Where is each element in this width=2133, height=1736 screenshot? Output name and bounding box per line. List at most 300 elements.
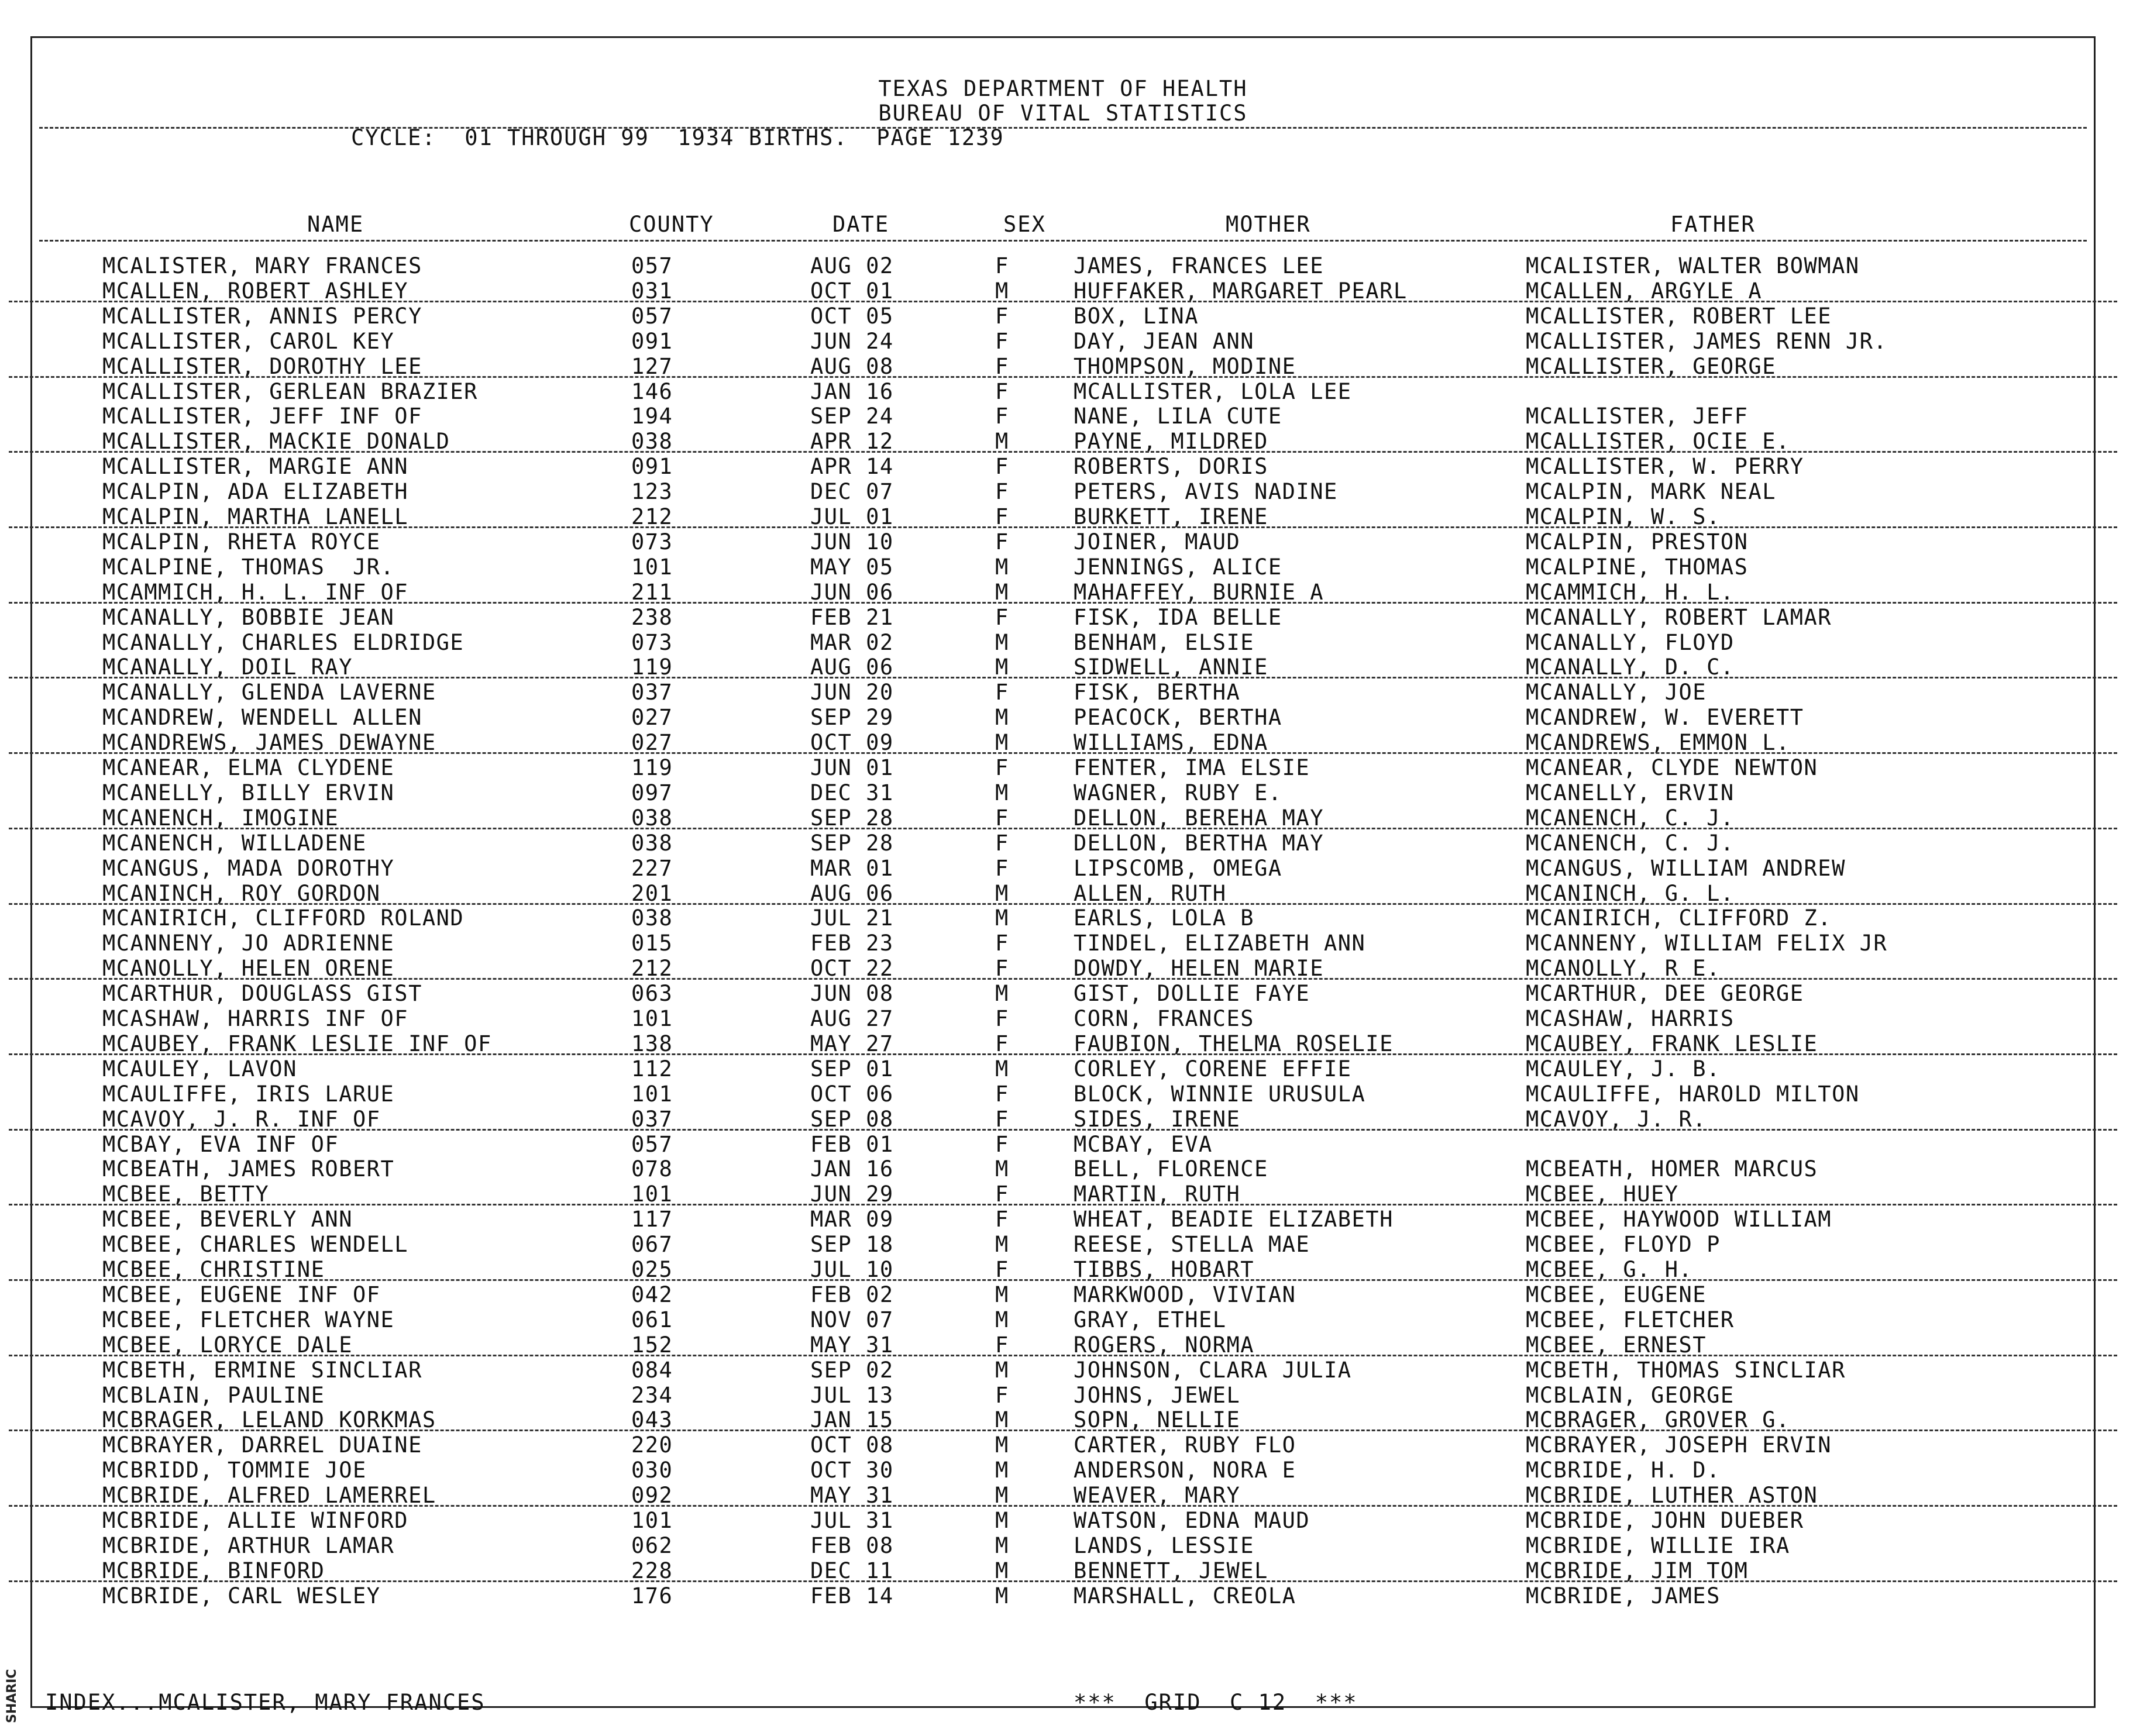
cell-sex: F	[995, 1332, 1009, 1358]
cell-date: OCT 01	[810, 278, 894, 304]
cell-father: MCALLISTER, GEORGE	[1526, 353, 1776, 379]
cell-mother: WAGNER, RUBY E.	[1074, 780, 1282, 805]
footer-grid: *** GRID C 12 ***	[1074, 1690, 1358, 1715]
cell-date: SEP 18	[810, 1232, 894, 1258]
cell-mother: GRAY, ETHEL	[1074, 1307, 1227, 1332]
cell-county: 061	[631, 1307, 673, 1332]
cell-sex: M	[995, 429, 1009, 454]
cell-sex: M	[995, 705, 1009, 731]
cell-county: 038	[631, 905, 673, 931]
cell-date: AUG 02	[810, 253, 894, 278]
cell-name: MCALLISTER, DOROTHY LEE	[102, 353, 422, 379]
cell-sex: M	[995, 278, 1009, 304]
cell-sex: M	[995, 730, 1009, 756]
cell-mother: DOWDY, HELEN MARIE	[1074, 956, 1324, 981]
cell-mother: LIPSCOMB, OMEGA	[1074, 855, 1282, 881]
cell-date: JUN 24	[810, 328, 894, 354]
cell-sex: M	[995, 905, 1009, 931]
cell-mother: MAHAFFEY, BURNIE A	[1074, 579, 1324, 605]
cell-date: DEC 11	[810, 1558, 894, 1583]
cell-mother: DELLON, BERTHA MAY	[1074, 830, 1324, 856]
cell-father: MCALPINE, THOMAS	[1526, 554, 1749, 580]
cell-county: 212	[631, 956, 673, 981]
cell-name: MCALLISTER, CAROL KEY	[102, 328, 395, 354]
cell-date: MAR 02	[810, 629, 894, 655]
column-header-sex: SEX	[1003, 212, 1046, 237]
cell-county: 119	[631, 655, 673, 680]
cell-name: MCBEATH, JAMES ROBERT	[102, 1156, 395, 1182]
cell-county: 194	[631, 404, 673, 429]
cell-sex: F	[995, 454, 1009, 480]
cell-date: SEP 01	[810, 1056, 894, 1081]
cell-father: MCAMMICH, H. L.	[1526, 579, 1735, 605]
cell-date: JUL 13	[810, 1382, 894, 1408]
table-row	[32, 655, 2094, 680]
cell-mother: FAUBION, THELMA ROSELIE	[1074, 1031, 1394, 1056]
cell-father: MCALPIN, PRESTON	[1526, 529, 1749, 554]
cell-name: MCBRIDE, ALFRED LAMERREL	[102, 1483, 436, 1508]
cell-father: MCBEE, HAYWOOD WILLIAM	[1526, 1207, 1832, 1232]
cell-father: MCBEE, FLETCHER	[1526, 1307, 1735, 1332]
cell-sex: F	[995, 1006, 1009, 1031]
cell-name: MCALPIN, MARTHA LANELL	[102, 504, 409, 529]
cell-father: MCASHAW, HARRIS	[1526, 1006, 1735, 1031]
cell-sex: M	[995, 1583, 1009, 1608]
cell-mother: THOMPSON, MODINE	[1074, 353, 1296, 379]
table-row	[32, 1156, 2094, 1182]
cell-county: 220	[631, 1432, 673, 1458]
cell-sex: M	[995, 1532, 1009, 1558]
table-row	[32, 780, 2094, 805]
cell-sex: F	[995, 479, 1009, 505]
cell-father: MCANENCH, C. J.	[1526, 830, 1735, 856]
cell-mother: ROGERS, NORMA	[1074, 1332, 1255, 1358]
cell-sex: M	[995, 554, 1009, 580]
cell-mother: MARSHALL, CREOLA	[1074, 1583, 1296, 1608]
table-row	[32, 805, 2094, 831]
cell-father: MCBRIDE, WILLIE IRA	[1526, 1532, 1790, 1558]
cell-sex: M	[995, 1156, 1009, 1182]
side-mark: SHARIC	[5, 1669, 19, 1724]
cell-father: MCANOLLY, R E.	[1526, 956, 1721, 981]
table-row	[32, 1056, 2094, 1081]
table-row	[32, 554, 2094, 580]
cell-date: JUL 21	[810, 905, 894, 931]
cell-mother: TINDEL, ELIZABETH ANN	[1074, 931, 1366, 956]
cell-county: 138	[631, 1031, 673, 1056]
cell-county: 067	[631, 1232, 673, 1258]
cell-date: FEB 21	[810, 604, 894, 630]
column-header-county: COUNTY	[629, 212, 714, 237]
cell-name: MCBAY, EVA INF OF	[102, 1131, 339, 1157]
cell-date: OCT 09	[810, 730, 894, 756]
cell-date: JUN 08	[810, 981, 894, 1007]
cell-father: MCBRIDE, LUTHER ASTON	[1526, 1483, 1818, 1508]
cell-father: MCAVOY, J. R.	[1526, 1106, 1707, 1132]
cell-sex: F	[995, 529, 1009, 554]
cell-county: 212	[631, 504, 673, 529]
table-row	[32, 404, 2094, 429]
header-bureau: BUREAU OF VITAL STATISTICS	[878, 101, 1248, 126]
cell-name: MCANEAR, ELMA CLYDENE	[102, 755, 395, 780]
cell-date: OCT 08	[810, 1432, 894, 1458]
cell-county: 101	[631, 1006, 673, 1031]
cell-sex: F	[995, 1207, 1009, 1232]
cell-name: MCBEE, BEVERLY ANN	[102, 1207, 353, 1232]
cell-sex: F	[995, 855, 1009, 881]
cell-date: AUG 27	[810, 1006, 894, 1031]
table-row	[32, 1132, 2094, 1157]
table-row	[32, 1307, 2094, 1332]
cell-county: 123	[631, 479, 673, 505]
cell-mother: ALLEN, RUTH	[1074, 880, 1227, 906]
cell-date: MAY 31	[810, 1483, 894, 1508]
table-row	[32, 1107, 2094, 1132]
cell-sex: F	[995, 404, 1009, 429]
cell-county: 084	[631, 1357, 673, 1383]
cell-name: MCALLISTER, MARGIE ANN	[102, 454, 409, 480]
cell-county: 238	[631, 604, 673, 630]
cell-father: MCANDREWS, EMMON L.	[1526, 730, 1790, 756]
cell-father: MCBEE, FLOYD P	[1526, 1232, 1721, 1258]
table-row	[32, 881, 2094, 906]
table-row	[32, 1257, 2094, 1282]
cell-county: 031	[631, 278, 673, 304]
table-row	[32, 1006, 2094, 1031]
cell-name: MCANALLY, GLENDA LAVERNE	[102, 680, 436, 705]
cell-date: FEB 02	[810, 1282, 894, 1307]
table-row	[32, 1081, 2094, 1107]
cell-sex: F	[995, 931, 1009, 956]
cell-name: MCAULEY, LAVON	[102, 1056, 297, 1081]
cell-father: MCANDREW, W. EVERETT	[1526, 705, 1804, 731]
column-header-date: DATE	[832, 212, 890, 237]
table-row	[32, 1282, 2094, 1307]
cell-county: 030	[631, 1458, 673, 1483]
cell-mother: ROBERTS, DORIS	[1074, 454, 1268, 480]
cell-county: 027	[631, 705, 673, 731]
footer-index: INDEX...MCALISTER, MARY FRANCES	[45, 1690, 486, 1715]
cell-name: MCBLAIN, PAULINE	[102, 1382, 325, 1408]
cell-father: MCANIRICH, CLIFFORD Z.	[1526, 905, 1832, 931]
cell-name: MCANDREWS, JAMES DEWAYNE	[102, 730, 436, 756]
table-row	[32, 605, 2094, 630]
cell-county: 015	[631, 931, 673, 956]
cell-mother: BLOCK, WINNIE URUSULA	[1074, 1081, 1366, 1107]
cell-sex: M	[995, 1232, 1009, 1258]
cell-father: MCBRIDE, JAMES	[1526, 1583, 1721, 1608]
table-row	[32, 1232, 2094, 1257]
cell-sex: F	[995, 805, 1009, 831]
cell-date: JAN 16	[810, 378, 894, 404]
table-row	[32, 1031, 2094, 1056]
cell-mother: WEAVER, MARY	[1074, 1483, 1241, 1508]
cell-sex: M	[995, 629, 1009, 655]
cell-mother: FENTER, IMA ELSIE	[1074, 755, 1310, 780]
cell-sex: M	[995, 1483, 1009, 1508]
cell-date: SEP 29	[810, 705, 894, 731]
cell-date: DEC 07	[810, 479, 894, 505]
cell-sex: M	[995, 1432, 1009, 1458]
cell-date: MAY 05	[810, 554, 894, 580]
cell-father: MCANALLY, D. C.	[1526, 655, 1735, 680]
cell-name: MCBEE, CHRISTINE	[102, 1257, 325, 1282]
column-header-rule	[39, 240, 2087, 242]
cell-county: 101	[631, 1081, 673, 1107]
cell-date: JUN 10	[810, 529, 894, 554]
cell-name: MCBRAYER, DARREL DUAINE	[102, 1432, 422, 1458]
cell-sex: M	[995, 880, 1009, 906]
cell-county: 057	[631, 1131, 673, 1157]
cell-mother: JENNINGS, ALICE	[1074, 554, 1282, 580]
cell-mother: HUFFAKER, MARGARET PEARL	[1074, 278, 1408, 304]
cell-mother: ANDERSON, NORA E	[1074, 1458, 1296, 1483]
cell-name: MCANINCH, ROY GORDON	[102, 880, 381, 906]
cell-name: MCANALLY, DOIL RAY	[102, 655, 353, 680]
cell-father: MCALLISTER, W. PERRY	[1526, 454, 1804, 480]
cell-mother: FISK, BERTHA	[1074, 680, 1241, 705]
cell-father: MCANELLY, ERVIN	[1526, 780, 1735, 805]
cell-father: MCANEAR, CLYDE NEWTON	[1526, 755, 1818, 780]
table-row	[32, 1458, 2094, 1483]
cell-mother: WATSON, EDNA MAUD	[1074, 1508, 1310, 1533]
cell-mother: REESE, STELLA MAE	[1074, 1232, 1310, 1258]
cell-mother: JAMES, FRANCES LEE	[1074, 253, 1324, 278]
cell-mother: MCBAY, EVA	[1074, 1131, 1213, 1157]
table-row	[32, 730, 2094, 755]
cell-date: JUN 06	[810, 579, 894, 605]
cell-mother: FISK, IDA BELLE	[1074, 604, 1282, 630]
cell-county: 176	[631, 1583, 673, 1608]
cell-county: 091	[631, 454, 673, 480]
cell-father: MCANALLY, JOE	[1526, 680, 1707, 705]
table-row	[32, 1383, 2094, 1408]
cell-mother: GIST, DOLLIE FAYE	[1074, 981, 1310, 1007]
cell-father: MCALLEN, ARGYLE A	[1526, 278, 1763, 304]
cell-mother: PEACOCK, BERTHA	[1074, 705, 1282, 731]
cell-name: MCBRIDE, ALLIE WINFORD	[102, 1508, 409, 1533]
cell-mother: PAYNE, MILDRED	[1074, 429, 1268, 454]
table-row	[32, 1207, 2094, 1232]
table-row	[32, 1483, 2094, 1508]
cell-father: MCAULEY, J. B.	[1526, 1056, 1721, 1081]
cell-mother: SIDWELL, ANNIE	[1074, 655, 1268, 680]
table-row	[32, 1558, 2094, 1583]
cell-sex: F	[995, 604, 1009, 630]
cell-father: MCBEE, EUGENE	[1526, 1282, 1707, 1307]
page-frame	[30, 36, 2096, 1715]
cell-date: JUN 29	[810, 1182, 894, 1207]
cell-county: 127	[631, 353, 673, 379]
cell-name: MCALPIN, RHETA ROYCE	[102, 529, 381, 554]
cell-county: 038	[631, 805, 673, 831]
table-row	[32, 479, 2094, 504]
cell-date: AUG 06	[810, 655, 894, 680]
cell-county: 037	[631, 1106, 673, 1132]
cell-date: FEB 08	[810, 1532, 894, 1558]
cell-sex: F	[995, 1382, 1009, 1408]
column-header-father: FATHER	[1670, 212, 1756, 237]
cell-date: JAN 15	[810, 1407, 894, 1433]
cell-mother: BELL, FLORENCE	[1074, 1156, 1268, 1182]
cell-date: SEP 08	[810, 1106, 894, 1132]
cell-mother: NANE, LILA CUTE	[1074, 404, 1282, 429]
cell-date: OCT 06	[810, 1081, 894, 1107]
cell-father: MCBRIDE, JOHN DUEBER	[1526, 1508, 1804, 1533]
cell-father: MCALISTER, WALTER BOWMAN	[1526, 253, 1860, 278]
cell-name: MCBEE, LORYCE DALE	[102, 1332, 353, 1358]
cell-father: MCANINCH, G. L.	[1526, 880, 1735, 906]
cell-county: 234	[631, 1382, 673, 1408]
cell-date: SEP 24	[810, 404, 894, 429]
cell-name: MCALLISTER, GERLEAN BRAZIER	[102, 378, 478, 404]
cell-mother: DELLON, BEREHA MAY	[1074, 805, 1324, 831]
cell-mother: MARTIN, RUTH	[1074, 1182, 1241, 1207]
cell-name: MCBEE, CHARLES WENDELL	[102, 1232, 409, 1258]
cell-name: MCALLISTER, MACKIE DONALD	[102, 429, 450, 454]
cell-date: DEC 31	[810, 780, 894, 805]
cell-sex: M	[995, 1558, 1009, 1583]
cell-mother: BENHAM, ELSIE	[1074, 629, 1255, 655]
cell-sex: F	[995, 1081, 1009, 1107]
cell-mother: BENNETT, JEWEL	[1074, 1558, 1268, 1583]
cell-father: MCBRIDE, H. D.	[1526, 1458, 1721, 1483]
table-row	[32, 630, 2094, 655]
cell-county: 101	[631, 1508, 673, 1533]
cell-name: MCBRIDE, ARTHUR LAMAR	[102, 1532, 395, 1558]
cell-sex: F	[995, 1031, 1009, 1056]
cell-name: MCAMMICH, H. L. INF OF	[102, 579, 409, 605]
cell-sex: M	[995, 1307, 1009, 1332]
cell-mother: LANDS, LESSIE	[1074, 1532, 1255, 1558]
cell-mother: BURKETT, IRENE	[1074, 504, 1268, 529]
cell-county: 117	[631, 1207, 673, 1232]
cell-name: MCAVOY, J. R. INF OF	[102, 1106, 381, 1132]
cell-mother: CORN, FRANCES	[1074, 1006, 1255, 1031]
cell-county: 119	[631, 755, 673, 780]
cell-father: MCBEE, G. H.	[1526, 1257, 1693, 1282]
table-row	[32, 580, 2094, 605]
cell-date: SEP 02	[810, 1357, 894, 1383]
cell-county: 038	[631, 429, 673, 454]
cell-name: MCBEE, FLETCHER WAYNE	[102, 1307, 395, 1332]
cell-county: 073	[631, 529, 673, 554]
cell-name: MCANGUS, MADA DOROTHY	[102, 855, 395, 881]
cell-name: MCANELLY, BILLY ERVIN	[102, 780, 395, 805]
cell-mother: MCALLISTER, LOLA LEE	[1074, 378, 1352, 404]
cell-date: FEB 01	[810, 1131, 894, 1157]
cell-father: MCBEE, ERNEST	[1526, 1332, 1707, 1358]
cell-name: MCANENCH, IMOGINE	[102, 805, 339, 831]
cell-county: 097	[631, 780, 673, 805]
table-row	[32, 905, 2094, 931]
cell-county: 091	[631, 328, 673, 354]
table-row	[32, 379, 2094, 404]
cell-name: MCALISTER, MARY FRANCES	[102, 253, 422, 278]
cell-county: 037	[631, 680, 673, 705]
cell-father: MCALLISTER, JAMES RENN JR.	[1526, 328, 1888, 354]
table-row	[32, 831, 2094, 856]
cell-name: MCBRIDD, TOMMIE JOE	[102, 1458, 367, 1483]
cell-mother: JOHNS, JEWEL	[1074, 1382, 1241, 1408]
header-department: TEXAS DEPARTMENT OF HEALTH	[878, 76, 1248, 101]
cell-name: MCANALLY, BOBBIE JEAN	[102, 604, 395, 630]
cell-county: 101	[631, 1182, 673, 1207]
cell-name: MCALPIN, ADA ELIZABETH	[102, 479, 409, 505]
cell-county: 228	[631, 1558, 673, 1583]
cell-sex: M	[995, 1458, 1009, 1483]
cell-county: 027	[631, 730, 673, 756]
cell-date: JAN 16	[810, 1156, 894, 1182]
cell-mother: SIDES, IRENE	[1074, 1106, 1241, 1132]
cell-date: OCT 05	[810, 303, 894, 329]
cell-county: 078	[631, 1156, 673, 1182]
cell-county: 112	[631, 1056, 673, 1081]
table-row	[32, 1407, 2094, 1432]
cell-father: MCBETH, THOMAS SINCLIAR	[1526, 1357, 1846, 1383]
cell-date: JUN 20	[810, 680, 894, 705]
cell-sex: F	[995, 1106, 1009, 1132]
cell-father: MCALPIN, W. S.	[1526, 504, 1721, 529]
cell-date: MAR 01	[810, 855, 894, 881]
cell-county: 073	[631, 629, 673, 655]
cell-date: AUG 06	[810, 880, 894, 906]
cell-father: MCANGUS, WILLIAM ANDREW	[1526, 855, 1846, 881]
cell-sex: M	[995, 780, 1009, 805]
cell-date: FEB 14	[810, 1583, 894, 1608]
cell-father: MCAULIFFE, HAROLD MILTON	[1526, 1081, 1860, 1107]
cell-name: MCBRIDE, BINFORD	[102, 1558, 325, 1583]
cell-name: MCARTHUR, DOUGLASS GIST	[102, 981, 422, 1007]
cell-date: NOV 07	[810, 1307, 894, 1332]
cell-father: MCANALLY, ROBERT LAMAR	[1526, 604, 1832, 630]
cell-date: AUG 08	[810, 353, 894, 379]
table-row	[32, 429, 2094, 454]
cell-county: 042	[631, 1282, 673, 1307]
cell-county: 038	[631, 830, 673, 856]
cell-name: MCANIRICH, CLIFFORD ROLAND	[102, 905, 465, 931]
cell-county: 057	[631, 303, 673, 329]
cell-name: MCBEE, EUGENE INF OF	[102, 1282, 381, 1307]
cell-sex: F	[995, 1182, 1009, 1207]
table-row	[32, 1432, 2094, 1458]
cell-sex: F	[995, 680, 1009, 705]
cell-county: 201	[631, 880, 673, 906]
cell-county: 101	[631, 554, 673, 580]
column-header-mother: MOTHER	[1226, 212, 1311, 237]
cell-mother: WILLIAMS, EDNA	[1074, 730, 1268, 756]
cell-father: MCALLISTER, OCIE E.	[1526, 429, 1790, 454]
cell-name: MCAULIFFE, IRIS LARUE	[102, 1081, 395, 1107]
table-row	[32, 329, 2094, 354]
cell-sex: F	[995, 328, 1009, 354]
cell-mother: EARLS, LOLA B	[1074, 905, 1255, 931]
table-row	[32, 755, 2094, 780]
cell-sex: F	[995, 353, 1009, 379]
cell-name: MCANENCH, WILLADENE	[102, 830, 367, 856]
cell-date: SEP 28	[810, 830, 894, 856]
table-row	[32, 680, 2094, 705]
cell-father: MCALLISTER, ROBERT LEE	[1526, 303, 1832, 329]
cell-date: JUL 01	[810, 504, 894, 529]
cell-county: 063	[631, 981, 673, 1007]
cell-name: MCBETH, ERMINE SINCLIAR	[102, 1357, 422, 1383]
cell-county: 211	[631, 579, 673, 605]
cell-county: 043	[631, 1407, 673, 1433]
cell-name: MCAUBEY, FRANK LESLIE INF OF	[102, 1031, 492, 1056]
cell-father: MCANNENY, WILLIAM FELIX JR	[1526, 931, 1888, 956]
table-row	[32, 354, 2094, 379]
